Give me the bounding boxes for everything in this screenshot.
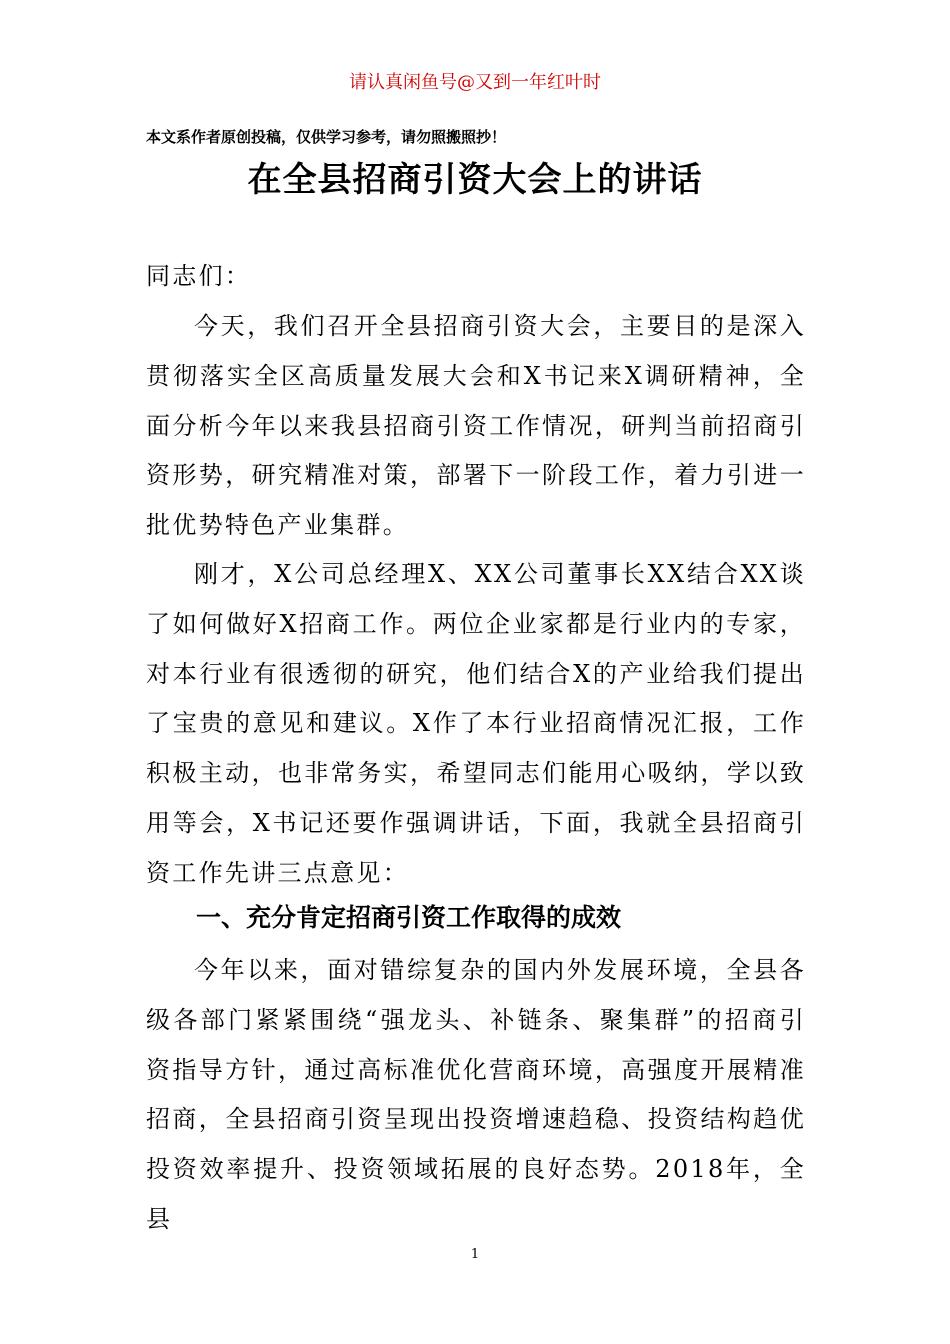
section-heading-1: 一、充分肯定招商引资工作取得的成效 xyxy=(196,903,622,932)
header-note: 请认真闲鱼号@又到一年红叶时 xyxy=(349,72,601,93)
page-number: 1 xyxy=(470,1247,480,1262)
paragraph-1: 今天，我们召开全县招商引资大会，主要目的是深入贯彻落实全区高质量发展大会和X书记来X调研精神，全面分析今年以来我县招商引资工作情况，研判当前招商引资形势，研究精准对策，部署下一阶段工作，着力引进一批优势特色产业集群。 xyxy=(146,312,806,540)
document-title: 在全县招商引资大会上的讲话 xyxy=(247,160,703,200)
disclaimer: 本文系作者原创投稿，仅供学习参考，请勿照搬照抄！ xyxy=(146,128,507,146)
salutation: 同志们： xyxy=(146,262,252,290)
paragraph-3: 今年以来，面对错综复杂的国内外发展环境，全县各级各部门紧紧围绕“强龙头、补链条、聚集群”的招商引资指导方针，通过高标准优化营商环境，高强度开展精准招商，全县招商引资呈现出投资增速趋稳、投资结构趋优投资效率提升、投资领域拓展的良好态势。2018年，全县 xyxy=(146,956,806,1233)
paragraph-2: 刚才，X公司总经理X、XX公司董事长XX结合XX谈了如何做好X招商工作。两位企业家都是行业内的专家，对本行业有很透彻的研究，他们结合X的产业给我们提出了宝贵的意见和建议。X作了本行业招商情况汇报，工作积极主动，也非常务实，希望同志们能用心吸纳，学以致用等会，X书记还要作强调讲话，下面，我就全县招商引资工作先讲三点意见： xyxy=(146,560,806,887)
